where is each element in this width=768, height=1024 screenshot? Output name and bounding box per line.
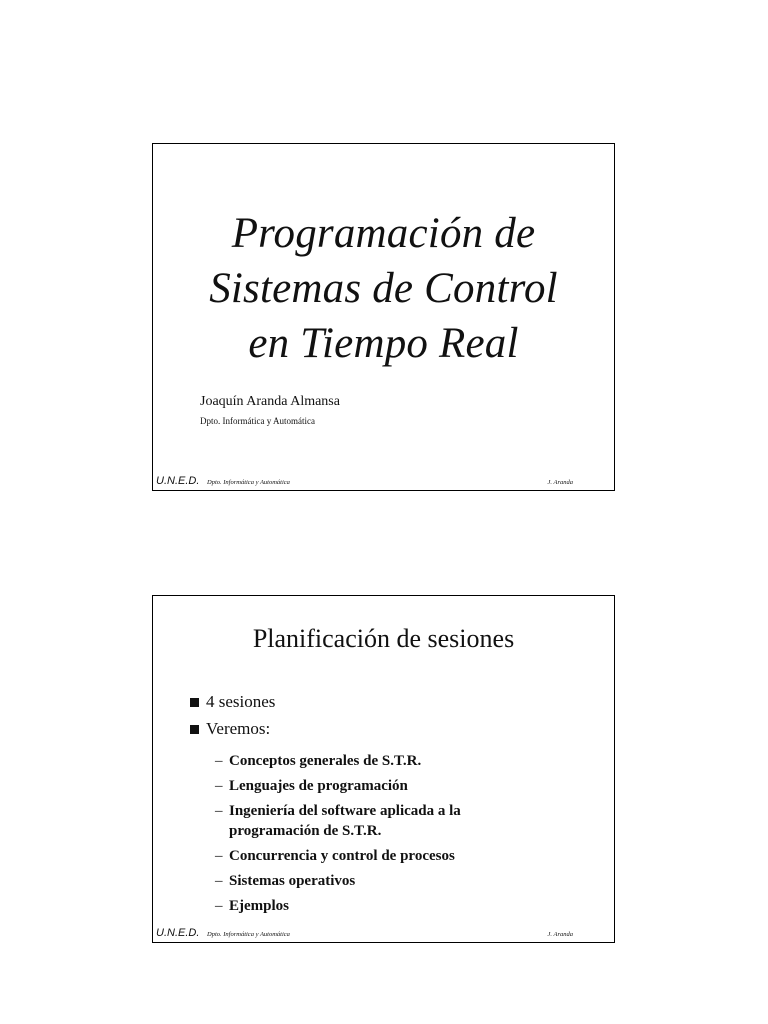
slide-planning <box>152 595 615 943</box>
list-item <box>215 896 499 916</box>
slide-heading: Planificación de sesiones <box>252 624 515 653</box>
dash-bullet-icon: – <box>215 778 223 794</box>
list-item <box>215 776 499 796</box>
slide-footer <box>153 470 614 490</box>
dash-bullet-icon: – <box>215 803 223 819</box>
sub-bullet-list <box>215 751 499 921</box>
footer-institution: U.N.E.D. <box>156 927 200 939</box>
subitem-text: Concurrencia y control de procesos <box>229 848 455 864</box>
subitem-text: Conceptos generales de S.T.R. <box>229 753 422 769</box>
title-line-3: en Tiempo Real <box>248 320 519 367</box>
subitem-text: Ingeniería del software aplicada a la programación de S.T.R. <box>229 803 461 839</box>
dash-bullet-icon: – <box>215 898 223 914</box>
footer-author: J. Aranda <box>547 479 573 486</box>
slide-title <box>152 143 615 491</box>
title-line-2: Sistemas de Control <box>209 265 558 312</box>
subitem-text: Lenguajes de programación <box>229 778 408 794</box>
title-line-1: Programación de <box>231 210 536 257</box>
bullet-text: Veremos: <box>206 719 271 738</box>
slide-footer <box>153 922 614 942</box>
dash-bullet-icon: – <box>215 873 223 889</box>
list-item <box>215 751 499 771</box>
list-item <box>190 692 275 719</box>
presentation-title <box>153 206 614 371</box>
list-item <box>190 719 275 746</box>
author-name: Joaquín Aranda Almansa <box>200 394 340 409</box>
footer-department: Dpto. Informática y Automática <box>207 479 290 486</box>
dash-bullet-icon: – <box>215 848 223 864</box>
subitem-text: Ejemplos <box>229 898 289 914</box>
bullet-text: 4 sesiones <box>206 692 276 711</box>
footer-institution: U.N.E.D. <box>156 475 200 487</box>
footer-author: J. Aranda <box>547 931 573 938</box>
list-item <box>215 801 499 841</box>
square-bullet-icon <box>190 698 199 707</box>
footer-department: Dpto. Informática y Automática <box>207 931 290 938</box>
list-item <box>215 846 499 866</box>
subitem-text: Sistemas operativos <box>229 873 356 889</box>
list-item <box>215 871 499 891</box>
author-department: Dpto. Informática y Automática <box>200 416 315 426</box>
bullet-list <box>190 692 275 746</box>
dash-bullet-icon: – <box>215 753 223 769</box>
square-bullet-icon <box>190 725 199 734</box>
